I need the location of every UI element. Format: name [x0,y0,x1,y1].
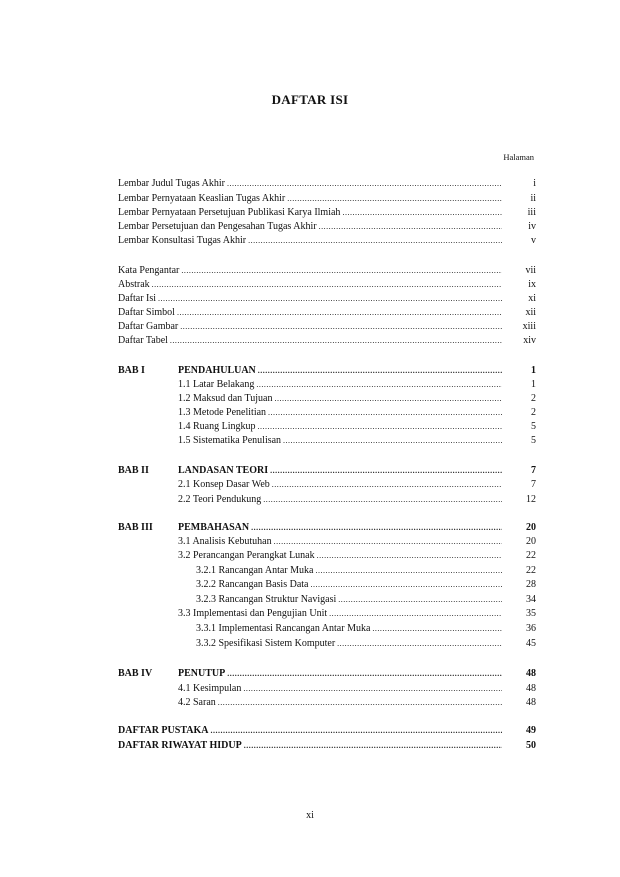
chapter-heading [178,364,536,378]
toc-entry-page: vii [525,265,536,276]
toc-entry [178,434,536,448]
dot-leader [319,220,502,234]
chapter-title: PEMBAHASAN [178,522,250,533]
dot-leader [244,739,502,753]
toc-entry-page: 49 [526,725,536,736]
dot-leader [268,406,502,420]
dot-leader [227,177,502,191]
toc-entry [118,220,536,234]
toc-entry [118,306,536,320]
chapter-page: 20 [526,522,536,533]
toc-entry-label: 3.2.3 Rancangan Struktur Navigasi [196,594,337,605]
dot-leader [315,564,502,578]
toc-entry [178,420,536,434]
toc-entry-page: v [531,235,536,246]
toc-entry-label: Daftar Tabel [118,335,168,346]
toc-entry-page: 22 [526,550,536,561]
toc-entry [118,292,536,306]
toc-entry-page: 1 [531,379,536,390]
page-title: DAFTAR ISI [271,92,349,107]
dot-leader [227,667,502,681]
page-number: xi [306,810,314,821]
toc-entry [118,278,536,292]
toc-entry [118,334,536,348]
toc-entry-page: xi [528,293,536,304]
toc-entry-label: 3.2.1 Rancangan Antar Muka [196,565,314,576]
dot-leader [270,464,502,478]
dot-leader [329,607,502,621]
toc-entry [118,177,536,191]
toc-entry [196,622,536,636]
toc-entry-label: 2.1 Konsep Dasar Web [178,479,270,490]
dot-leader [248,234,502,248]
chapter-page: 7 [531,465,536,476]
toc-entry-label: Kata Pengantar [118,265,180,276]
toc-entry-page: xiv [523,335,536,346]
dot-leader [152,278,502,292]
toc-entry [178,682,536,696]
toc-entry-label: Lembar Persetujuan dan Pengesahan Tugas Akhir [118,221,317,232]
toc-entry-label: 3.3.2 Spesifikasi Sistem Komputer [196,638,336,649]
toc-entry-page: i [533,178,536,189]
chapter-page: 1 [531,365,536,376]
toc-entry-label: Abstrak [118,279,150,290]
toc-entry-label: 3.2.2 Rancangan Basis Data [196,579,309,590]
toc-entry-label: Lembar Konsultasi Tugas Akhir [118,235,247,246]
chapter-number: BAB IV [118,668,153,679]
toc-entry-page: 20 [526,536,536,547]
toc-entry-page: 35 [526,608,536,619]
dot-leader [181,264,502,278]
toc-entry-page: 45 [526,638,536,649]
toc-entry-label: 3.2 Perancangan Perangkat Lunak [178,550,315,561]
dot-leader [177,306,502,320]
toc-entry-label: DAFTAR RIWAYAT HIDUP [118,740,242,751]
dot-leader [310,578,502,592]
dot-leader [258,420,503,434]
toc-entry [118,264,536,278]
toc-entry-label: 4.1 Kesimpulan [178,683,242,694]
toc-entry-label: Daftar Gambar [118,321,179,332]
toc-entry-page: 36 [526,623,536,634]
dot-leader [342,206,502,220]
toc-entry [118,724,536,738]
toc-entry-label: 1.5 Sistematika Penulisan [178,435,282,446]
dot-leader [218,696,502,710]
toc-entry-page: xiii [522,321,536,332]
dot-leader [338,593,502,607]
toc-entry-label: 3.1 Analisis Kebutuhan [178,536,272,547]
toc-entry-label: Lembar Pernyataan Persetujuan Publikasi Karya Ilmiah [118,207,341,218]
toc-entry-label: Daftar Simbol [118,307,175,318]
chapter-number: BAB III [118,522,153,533]
page-column-header: Halaman [503,152,534,162]
toc-entry [178,378,536,392]
chapter-title: PENUTUP [178,668,226,679]
toc-entry-page: iii [527,207,536,218]
chapter-title: PENDAHULUAN [178,365,256,376]
toc-entry-label: 2.2 Teori Pendukung [178,494,262,505]
chapter-number: BAB II [118,465,149,476]
toc-entry [118,206,536,220]
toc-entry-page: 34 [526,594,536,605]
toc-entry-label: 1.2 Maksud dan Tujuan [178,393,273,404]
toc-entry [196,564,536,578]
dot-leader [263,493,502,507]
toc-entry [178,607,536,621]
toc-entry-label: 1.3 Metode Penelitian [178,407,267,418]
toc-entry-label: Lembar Judul Tugas Akhir [118,178,225,189]
dot-leader [283,434,502,448]
chapter-heading [178,667,536,681]
dot-leader [251,521,502,535]
toc-entry-label: 3.3 Implementasi dan Pengujian Unit [178,608,328,619]
toc-entry-page: xii [525,307,536,318]
chapter-heading [178,464,536,478]
toc-entry [196,593,536,607]
toc-entry-page: 7 [531,479,536,490]
toc-entry [178,478,536,492]
toc-entry-page: ii [530,193,536,204]
toc-entry [178,549,536,563]
toc-entry-page: 22 [526,565,536,576]
toc-entry-page: 5 [531,435,536,446]
toc-entry [178,493,536,507]
toc-entry-page: 5 [531,421,536,432]
chapter-page: 48 [526,668,536,679]
toc-entry [178,696,536,710]
toc-entry-page: 12 [526,494,536,505]
toc-entry-page: 48 [526,697,536,708]
dot-leader [272,478,502,492]
dot-leader [158,292,502,306]
dot-leader [372,622,502,636]
dot-leader [258,364,502,378]
dot-leader [287,192,502,206]
toc-entry-page: 28 [526,579,536,590]
toc-entry-label: 3.3.1 Implementasi Rancangan Antar Muka [196,623,371,634]
dot-leader [337,637,502,651]
dot-leader [256,378,502,392]
toc-entry-page: 2 [531,393,536,404]
toc-entry [178,392,536,406]
toc-entry [178,406,536,420]
dot-leader [243,682,502,696]
toc-entry [118,234,536,248]
toc-entry-label: 1.4 Ruang Lingkup [178,421,256,432]
toc-entry [118,739,536,753]
dot-leader [274,392,502,406]
dot-leader [180,320,502,334]
toc-entry [196,637,536,651]
toc-entry-page: 50 [526,740,536,751]
toc-entry-page: ix [528,279,536,290]
toc-entry-label: 4.2 Saran [178,697,216,708]
toc-entry-label: Daftar Isi [118,293,157,304]
toc-entry-label: DAFTAR PUSTAKA [118,725,209,736]
toc-entry-label: 1.1 Latar Belakang [178,379,255,390]
toc-entry-label: Lembar Pernyataan Keaslian Tugas Akhir [118,193,286,204]
dot-leader [170,334,502,348]
dot-leader [274,535,502,549]
chapter-heading [178,521,536,535]
chapter-number: BAB I [118,365,145,376]
toc-entry [118,320,536,334]
toc-entry-page: 2 [531,407,536,418]
toc-entry [196,578,536,592]
toc-entry-page: 48 [526,683,536,694]
dot-leader [210,724,502,738]
toc-entry-page: iv [528,221,536,232]
chapter-title: LANDASAN TEORI [178,465,269,476]
dot-leader [317,549,502,563]
toc-entry [178,535,536,549]
toc-entry [118,192,536,206]
